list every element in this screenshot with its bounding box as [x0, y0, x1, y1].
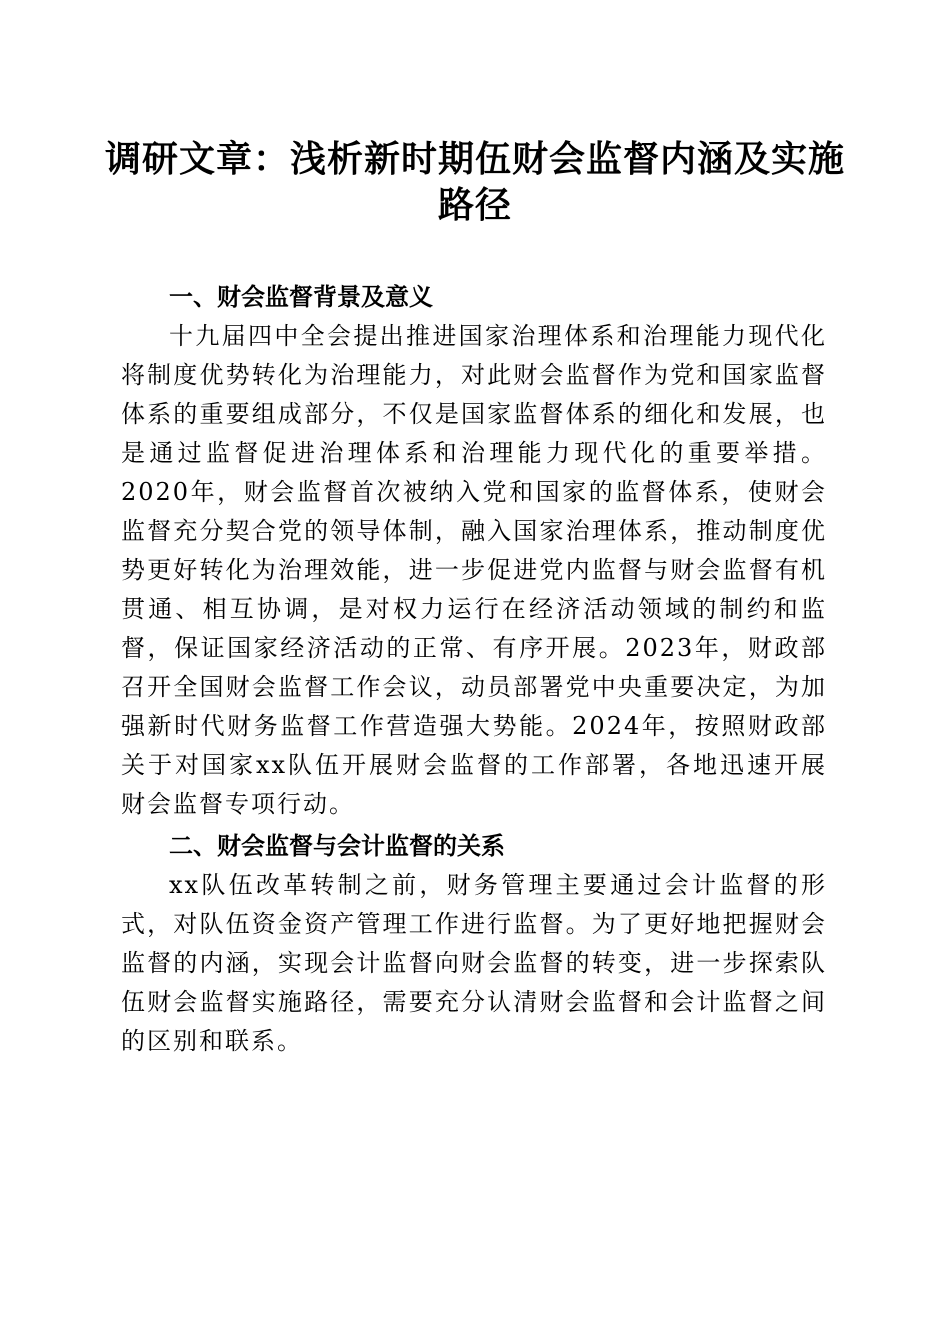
section-paragraph-relationship: xx队伍改革转制之前，财务管理主要通过会计监督的形式，对队伍资金资产管理工作进行监督。为了更好地把握财会监督的内涵，实现会计监督向财会监督的转变，进一步探索队伍财会监督实施路径，需要充分认清财会监督和会计监督之间的区别和联系。 — [121, 871, 827, 1055]
section-heading-background: 一、财会监督背景及意义 — [169, 283, 433, 311]
section-paragraph-background: 十九届四中全会提出推进国家治理体系和治理能力现代化将制度优势转化为治理能力，对此财会监督作为党和国家监督体系的重要组成部分，不仅是国家监督体系的细化和发展，也是通过监督促进治理体系和治理能力现代化的重要举措。2020年，财会监督首次被纳入党和国家的监督体系，使财会监督充分契合党的领导体制，融入国家治理体系，推动制度优势更好转化为治理效能，进一步促进党内监督与财会监督有机贯通、相互协调，是对权力运行在经济活动领域的制约和监督，保证国家经济活动的正常、有序开展。2023年，财政部召开全国财会监督工作会议，动员部署党中央重要决定，为加强新时代财务监督工作营造强大势能。2024年，按照财政部关于对国家xx队伍开展财会监督的工作部署，各地迅速开展财会监督专项行动。 — [121, 322, 827, 818]
document-title: 调研文章：浅析新时期伍财会监督内涵及实施路径 — [104, 138, 845, 226]
section-heading-relationship: 二、财会监督与会计监督的关系 — [169, 832, 505, 860]
document-body — [121, 278, 827, 1061]
